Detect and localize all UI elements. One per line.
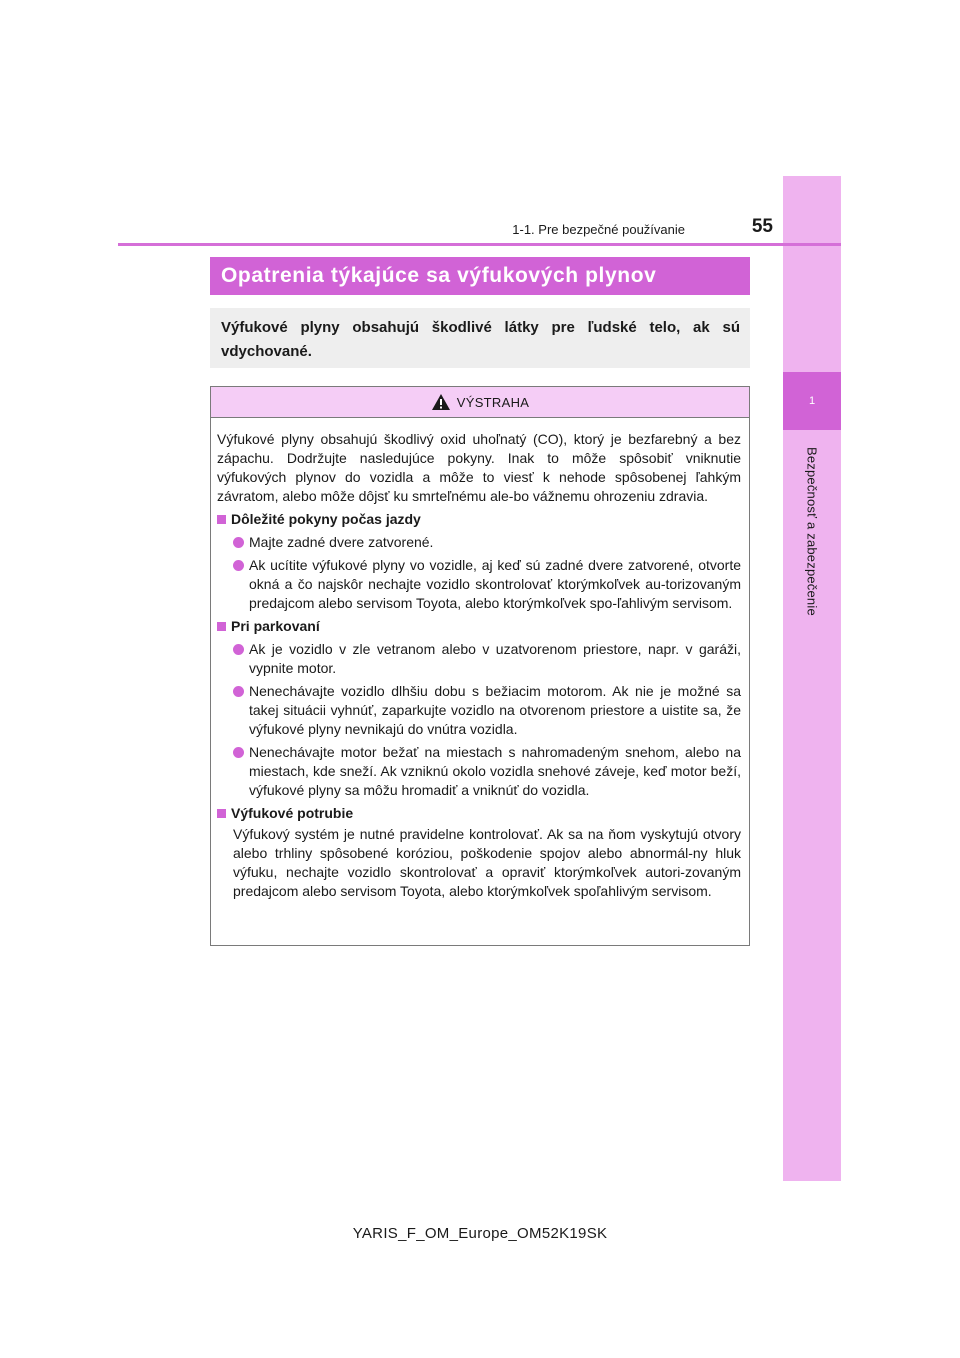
- list-item-text: Nenechávajte vozidlo dlhšiu dobu s bežiacim motorom. Ak nie je možné sa takej situácii vyhnúť, zaparkujte vozidlo na otvorenom priestore a uistite sa, že výfukové plyny nevnikajú do vnútra vozidla.: [249, 683, 741, 737]
- list-item-text: Ak je vozidlo v zle vetranom alebo v uzatvorenom priestore, napr. v garáži, vypnite motor.: [249, 641, 741, 676]
- section-heading-text: Výfukové potrubie: [231, 805, 354, 821]
- warning-box: [210, 386, 750, 946]
- section-heading: [217, 804, 741, 823]
- intro-box: [210, 308, 750, 368]
- list-item: [217, 640, 741, 678]
- list-item-text: Majte zadné dvere zatvorené.: [249, 534, 434, 550]
- section-heading-text: Pri parkovaní: [231, 618, 320, 634]
- page-title: Opatrenia týkajúce sa výfukových plynov: [221, 264, 657, 287]
- square-bullet-icon: [217, 622, 226, 631]
- chapter-number[interactable]: 1: [783, 372, 841, 430]
- warning-label: VÝSTRAHA: [456, 394, 530, 410]
- circle-bullet-icon: [233, 644, 244, 655]
- square-bullet-icon: [217, 515, 226, 524]
- section-heading: [217, 510, 741, 529]
- circle-bullet-icon: [233, 560, 244, 571]
- list-item: [217, 682, 741, 739]
- list-item-text: Ak ucítite výfukové plyny vo vozidle, aj keď sú zadné dvere zatvorené, otvorte okná a čo najskôr nechajte vozidlo skontrolovať ktorýmkoľvek au-torizovaným predajcom alebo servisom Toyota, alebo ktorýmkoľvek spo-ľahlivým servisom.: [249, 557, 741, 611]
- circle-bullet-icon: [233, 537, 244, 548]
- square-bullet-icon: [217, 809, 226, 818]
- chapter-label-text: Bezpečnosť a zabezpečenie: [804, 446, 820, 616]
- side-tab: [783, 176, 841, 1181]
- warning-triangle-icon: [431, 393, 451, 411]
- circle-bullet-icon: [233, 686, 244, 697]
- header-divider: [118, 243, 841, 246]
- list-item-text: Nenechávajte motor bežať na miestach s nahromadeným snehom, alebo na miestach, kde sneží. Ak vzniknú okolo vozidla snehové záveje, keď motor beží, výfukové plyny sa môžu hromadiť a vniknúť do vozidla.: [249, 744, 741, 798]
- warning-body: [211, 418, 749, 901]
- section-title: 1-1. Pre bezpečné používanie: [512, 222, 685, 237]
- intro-text: Výfukové plyny obsahujú škodlivé látky pre ľudské telo, ak sú vdychované.: [221, 319, 740, 360]
- warning-intro: Výfukové plyny obsahujú škodlivý oxid uhoľnatý (CO), ktorý je bezfarebný a bez zápachu. Dodržujte nasledujúce pokyny. Inak to môže spôsobiť vniknutie výfukových plynov do vozidla a môže to viesť k nehode spôsobenej ľahkým závratom, alebo môže dôjsť ku smrteľnému ale-bo vážnemu ohrozeniu zdravia.: [217, 431, 741, 504]
- circle-bullet-icon: [233, 747, 244, 758]
- page-number: 55: [751, 216, 773, 237]
- section-text: Výfukový systém je nutné pravidelne kontrolovať. Ak sa na ňom vyskytujú otvory alebo trhliny spôsobené koróziou, poškodenie spojov alebo abnormál-ny hluk výfuku, nechajte vozidlo skontrolovať a opraviť ktorýmkoľvek autori-zovaným predajcom alebo servisom Toyota, alebo ktorýmkoľvek spoľahlivým servisom.: [233, 826, 741, 899]
- section-heading: [217, 617, 741, 636]
- section-heading-text: Dôležité pokyny počas jazdy: [231, 511, 421, 527]
- list-item: [217, 556, 741, 613]
- page-title-bar: [210, 257, 750, 295]
- chapter-label: [783, 436, 841, 626]
- list-item: [217, 743, 741, 800]
- footer-doc-id: YARIS_F_OM_Europe_OM52K19SK: [352, 1225, 608, 1242]
- list-item: [217, 533, 741, 552]
- warning-header: [211, 387, 749, 418]
